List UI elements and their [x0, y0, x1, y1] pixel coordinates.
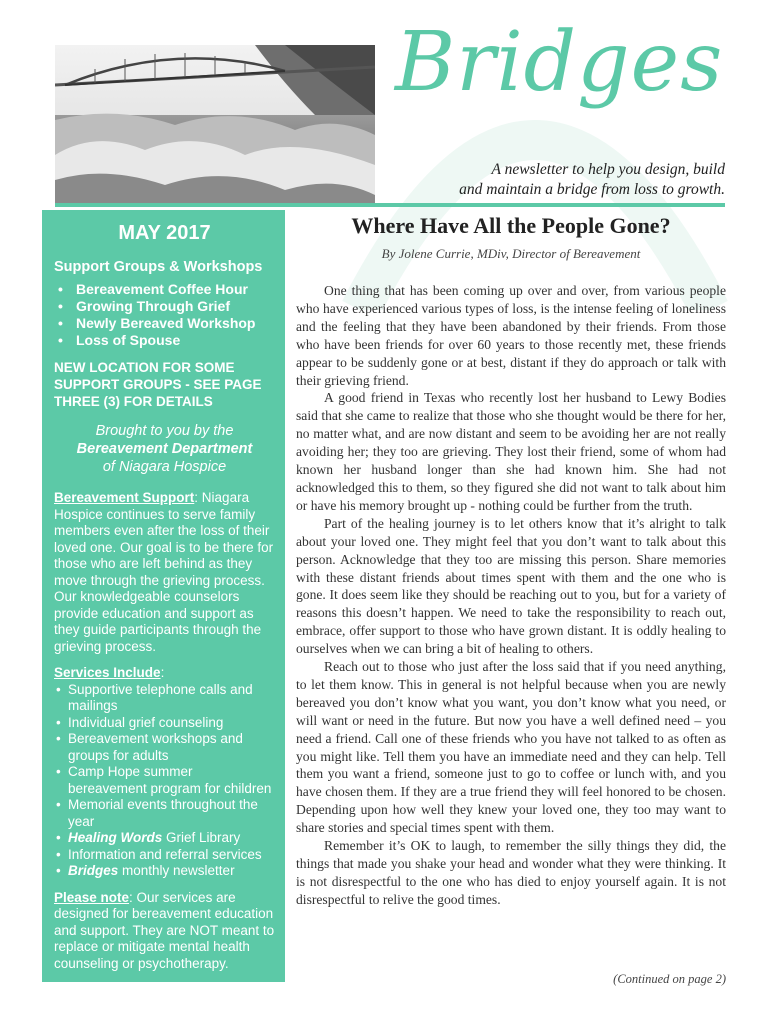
services-heading: Services Include: — [54, 665, 165, 680]
article-byline: By Jolene Currie, MDiv, Director of Bereavement — [381, 246, 641, 261]
groups-heading: Support Groups & Workshops — [54, 259, 263, 275]
list-item: • Bereavement workshops and groups for adults — [54, 731, 275, 764]
header-rule — [55, 203, 725, 207]
groups-list — [54, 281, 275, 349]
list-item: • Camp Hope summer bereavement program for children — [54, 764, 275, 797]
article — [296, 212, 726, 986]
newsletter-header — [0, 0, 770, 210]
sidebar — [42, 210, 285, 982]
list-item: • Growing Through Grief — [54, 298, 275, 315]
note-label: Please note — [54, 889, 130, 905]
location-notice: NEW LOCATION FOR SOME SUPPORT GROUPS - SEE PAGE THREE (3) FOR DETAILS — [54, 360, 262, 409]
list-item: • Supportive telephone calls and mailings — [54, 682, 275, 715]
list-item: • Information and referral services — [54, 847, 275, 864]
bereavement-support-paragraph: Bereavement Support: Niagara Hospice continues to serve family members even after the loss of their loved one. Our goal is to be there for those who are left behind as they move through the grieving process. Our knowledgeable counselors provide education and support as they guide participants through the grieving process. — [54, 490, 274, 654]
article-paragraph: Remember it’s OK to laugh, to remember the silly things they did, the things that made you shake your head and wonder what they were thinking. It is not disrespectful to the one who has died to enjoy yourself again. It is not disrespectful to relive the good times. — [296, 838, 726, 907]
support-label: Bereavement Support — [54, 490, 195, 505]
continued-note: (Continued on page 2) — [613, 972, 726, 986]
article-paragraph: One thing that has been coming up over and over, from various people who have experienced various types of loss, is the intense feeling of loneliness and the feeling that they have been abandoned by their friends. From those who have been friends for over 60 years to those recently met, these friends appear to be suddenly gone or at best, distant if they do approach or talk with their grieving friend. — [296, 283, 726, 388]
list-item: • Bereavement Coffee Hour — [54, 281, 275, 298]
article-paragraph: Part of the healing journey is to let others know that it’s alright to talk about your loved one. They might feel that you don’t want to talk about this person. Acknowledge that they too are missing this person. Share memories with these distant friends about times spent with them and the one who is gone. It does seem like they should be reaching out to you, but for a variety of reasons this doesn’t happen. We need to take the responsibility to reach out, embrace, offer support to those who have grown distant. It is oddly healing to ourselves when we can bring a bit of healing to others. — [296, 515, 726, 657]
newsletter-tagline: A newsletter to help you design, build and maintain a bridge from loss to growth. — [459, 161, 725, 198]
article-body — [296, 282, 726, 909]
article-paragraph: A good friend in Texas who recently lost her husband to Lewy Bodies said that she came to realize that those who she thought would be there for her, no matter what, and are now distant and seem to be avoiding her are not really avoiding her; they too are grieving. They lost their friend, some of whom had known her husband longer than she had known him. She had not acknowledged this to them, so they figured she did not want to talk about him or have his memory brought up - nothing could be further from the truth. — [296, 390, 726, 513]
brought-by: Brought to you by the Bereavement Department of Niagara Hospice — [76, 423, 253, 475]
issue-month: MAY 2017 — [118, 222, 211, 244]
services-list — [54, 682, 275, 880]
list-item: • Memorial events throughout the year — [54, 797, 275, 830]
list-item: • Loss of Spouse — [54, 332, 275, 349]
please-note-paragraph: Please note: Our services are designed for bereavement education and support. They are NOT meant to replace or mitigate mental health counseling or psychotherapy. — [54, 889, 275, 971]
list-item: • Newly Bereaved Workshop — [54, 315, 275, 332]
list-item: • Individual grief counseling — [54, 715, 275, 732]
article-paragraph: Reach out to those who just after the loss said that if you need anything, to let them know. This in general is not helpful because when you are newly bereaved you don’t know what you want, you don’t know what you need, or will want or need in the future. But now you have a well defined need – you need a friend. Call one of these friends who you have not talked to as often as you might like. Tell them you have an immediate need and they can help. Tell them you want a friend, someone just to go to coffee or lunch with, and you have chosen them. If they are a true friend they will feel honored to be chosen. Depending upon how well they knew your loved one, they too may want to share stories and special times spent with them. — [296, 659, 726, 836]
newsletter-title: Bridges — [395, 15, 724, 110]
bridge-waterfall-photo — [55, 45, 375, 205]
list-item: • Bridges monthly newsletter — [54, 863, 275, 880]
article-headline: Where Have All the People Gone? — [351, 213, 671, 238]
list-item: • Healing Words Grief Library — [54, 830, 275, 847]
